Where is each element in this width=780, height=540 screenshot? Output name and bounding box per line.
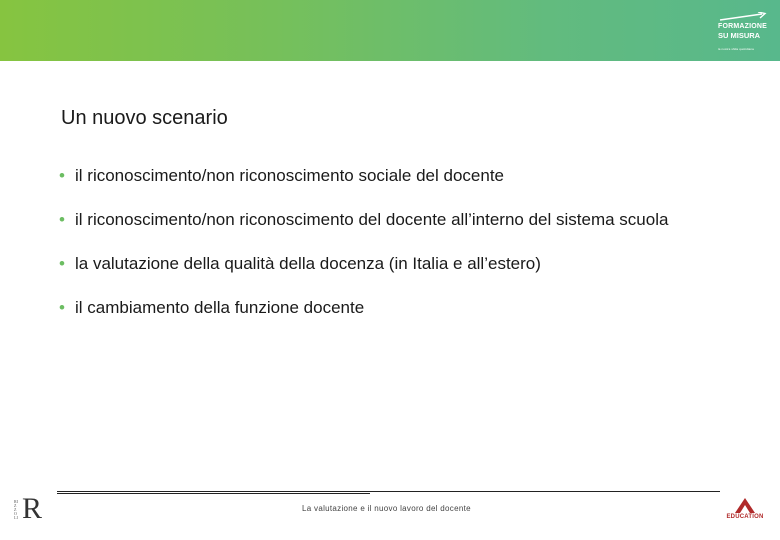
footer-caption: La valutazione e il nuovo lavoro del docente [302,504,471,513]
brand-line1: FORMAZIONE [718,23,768,30]
bullet-dot-icon: • [59,166,65,185]
slide-title: Un nuovo scenario [61,107,228,129]
bullet-dot-icon: • [59,210,65,229]
rizzoli-logo-side: RIZZOLI [14,499,18,520]
footer-divider [57,491,720,492]
bullet-dot-icon: • [59,298,65,317]
footer-divider-short [57,493,370,494]
rizzoli-logo-letter: R [22,492,43,525]
bullet-item [59,253,739,275]
bullet-list [59,165,739,341]
education-logo [722,498,768,526]
bullet-text: il riconoscimento/non riconoscimento del docente all’interno del sistema scuola [75,210,669,229]
bullet-item [59,165,739,187]
brand-line2: SU MISURA [718,31,761,40]
brand-logo [718,12,772,51]
header-band [0,0,780,61]
bullet-text: la valutazione della qualità della docenza (in Italia e all’estero) [75,254,541,273]
education-mark-icon [735,498,755,513]
bullet-item [59,297,739,319]
bullet-text: il riconoscimento/non riconoscimento sociale del docente [75,166,505,185]
bullet-text: il cambiamento della funzione docente [75,298,365,317]
arrow-icon [718,12,772,22]
bullet-dot-icon: • [59,254,65,273]
bullet-item [59,200,739,240]
brand-subtitle: la nostra sfida quotidiana [718,47,754,51]
education-logo-text: EDUCATION [726,514,764,520]
rizzoli-logo [14,492,44,526]
